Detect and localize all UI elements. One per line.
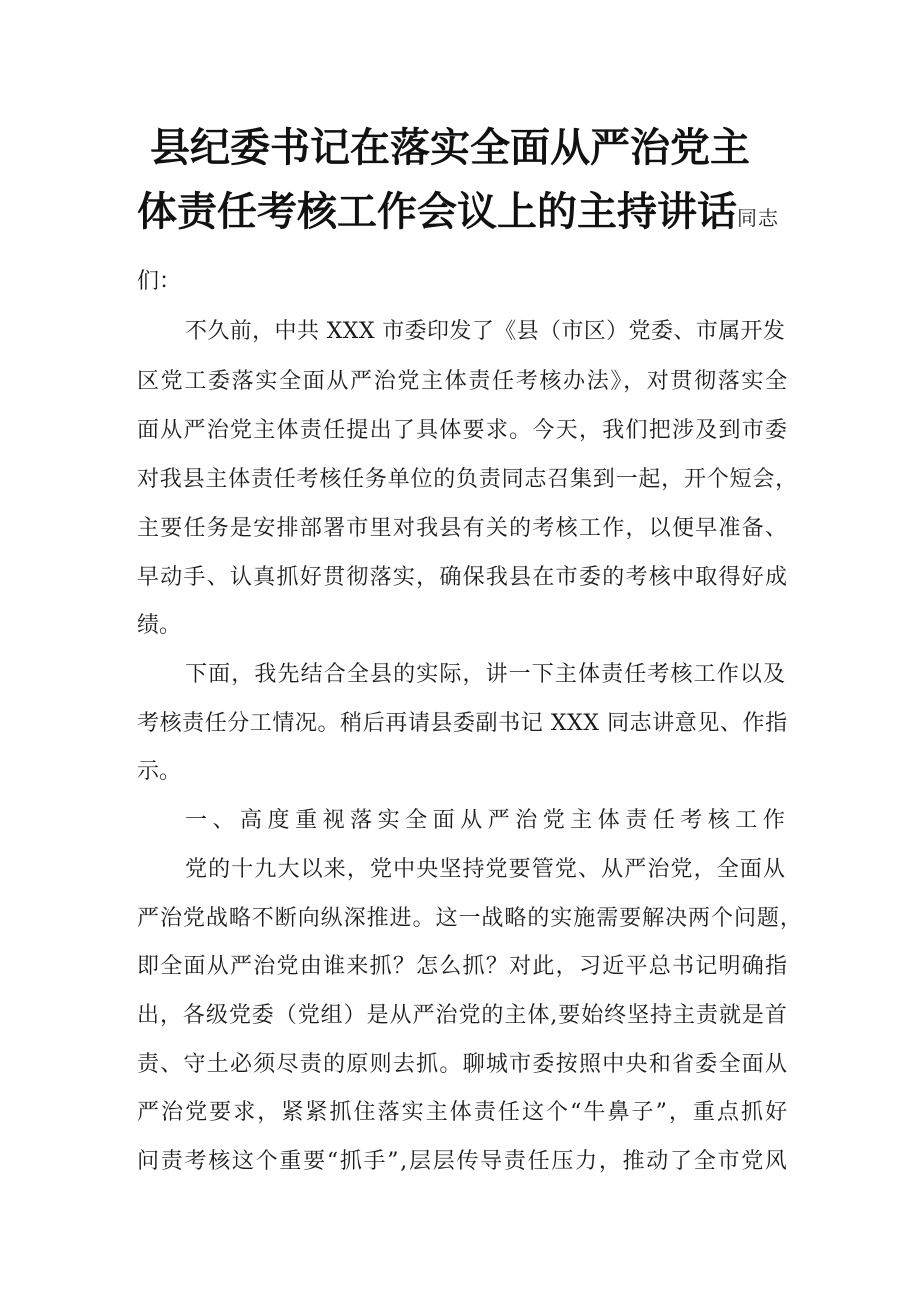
body-line: 主要任务是安排部署市里对我县有关的考核工作，以便早准备、 xyxy=(137,516,789,541)
body-line: 不久前，中共 XXX 市委印发了《县（市区）党委、市属开发 xyxy=(185,319,786,344)
section-heading: 一、高度重视落实全面从严治党主体责任考核工作 xyxy=(185,808,791,833)
body-line: 绩。 xyxy=(137,613,182,638)
body-line: 面从严治党主体责任提出了具体要求。今天，我们把涉及到市委 xyxy=(137,418,789,443)
body-line: 党的十九大以来，党中央坚持党要管党、从严治党，全面从 xyxy=(185,857,787,882)
body-line: 早动手、认真抓好贯彻落实，确保我县在市委的考核中取得好成 xyxy=(137,565,789,590)
title-tail-text: 同志 xyxy=(737,206,779,230)
body-line: 下面，我先结合全县的实际，讲一下主体责任考核工作以及 xyxy=(185,662,787,687)
body-line: 区党工委落实全面从严治党主体责任考核办法》，对贯彻落实全 xyxy=(137,369,789,394)
body-line: 严治党战略不断向纵深推进。这一战略的实施需要解决两个问题， xyxy=(137,906,803,931)
document-title-line-2: 体责任考核工作会议上的主持讲话同志 xyxy=(137,189,779,235)
body-line: 即全面从严治党由谁来抓？怎么抓？对此，习近平总书记明确指 xyxy=(137,954,789,979)
body-line: 责、守土必须尽责的原则去抓。聊城市委按照中央和省委全面从 xyxy=(137,1052,789,1077)
document-title-line-1: 县纪委书记在落实全面从严治党主 xyxy=(150,125,750,171)
body-line: 严治党要求，紧紧抓住落实主体责任这个“牛鼻子”，重点抓好 xyxy=(137,1100,790,1125)
body-line: 们： xyxy=(137,269,182,294)
body-line: 对我县主体责任考核任务单位的负责同志召集到一起，开个短会， xyxy=(137,467,798,492)
body-line: 示。 xyxy=(137,759,182,784)
body-line: 问责考核这个重要“抓手”,层层传导责任压力，推动了全市党风 xyxy=(137,1149,789,1174)
body-line: 出，各级党委（党组）是从严治党的主体,要始终坚持主责就是首 xyxy=(137,1003,788,1028)
body-line: 考核责任分工情况。稍后再请县委副书记 XXX 同志讲意见、作指 xyxy=(137,711,788,736)
